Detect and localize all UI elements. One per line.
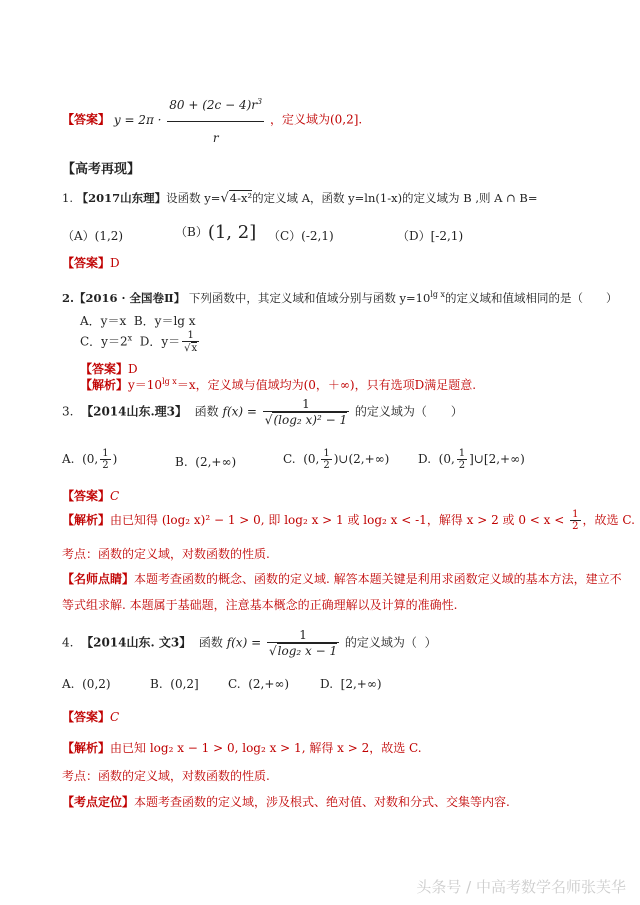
q1-option-b: （B）(1, 2]: [175, 222, 257, 243]
q4-option-c: C. (2,+∞): [228, 677, 290, 691]
q2-options-ab: A．y＝x B．y＝lg x: [80, 314, 196, 328]
q3-option-a: A. (0, $\frac{1}{2}$ ): [62, 448, 118, 471]
q2-analysis: 【解析】$y=10^{lg x}=x$，定义域与值域均为(0，＋∞)，只有选项D满足题意.: [80, 377, 477, 392]
q3-comment-line2: 等式组求解. 本题属于基础题，注意基本概念的正确理解以及计算的准确性.: [62, 598, 458, 612]
q4-analysis: 【解析】由已知 log₂ x − 1 > 0, log₂ x > 1, 解得 x > 2，故选 C.: [62, 741, 422, 755]
q1-answer: 【答案】D: [62, 256, 120, 270]
q3-option-b: B. (2,+∞): [175, 455, 237, 469]
watermark: 头条号 / 中高考数学名师张芙华: [416, 878, 626, 896]
answer-domain: ，定义域为(0,2].: [269, 112, 363, 127]
top-answer-line: [62, 86, 362, 154]
q3-analysis: 【解析】由已知得 (log₂ x)² − 1 > 0, 即 log₂ x > 1 或 log₂ x < -1，解得 x > 2 或 0 < x < $\frac{1}{2}$ ，故选 C.: [62, 509, 635, 532]
q4-option-d: D. [2,+∞): [320, 677, 382, 691]
q1-option-d: （D）[-2,1): [397, 229, 464, 243]
q1-stem: 1. 【2017山东理】设函数 y=√4-x²的定义域 A，函数 y=ln(1-x)的定义域为 B ,则 A ∩ B=: [62, 191, 538, 206]
q4-position: 【考点定位】本题考查函数的定义域，涉及根式、绝对值、对数和分式、交集等内容.: [62, 795, 510, 809]
section-title: 【高考再现】: [62, 162, 141, 177]
q4-answer: 【答案】C: [62, 710, 120, 724]
q3-option-c: C. (0, $\frac{1}{2}$ )∪(2,+∞): [283, 448, 390, 471]
q3-option-d: D. (0, $\frac{1}{2}$ ]∪[2,+∞): [418, 448, 525, 471]
q3-answer: 【答案】C: [62, 489, 120, 503]
answer-label: 【答案】: [62, 112, 111, 127]
q2-options-cd: C．$y=2^x$ D．y＝ $\frac{1}{√x}$: [80, 330, 198, 354]
q3-comment-line1: 【名师点睛】本题考查函数的概念、函数的定义域. 解答本题关键是利用求函数定义域的基本方法，建立不: [62, 572, 622, 586]
q4-option-a: A. (0,2): [62, 677, 111, 691]
q4-kaodian: 考点：函数的定义域，对数函数的性质.: [62, 769, 270, 783]
q3-stem: 3. 【2014山东.理3】 函数 f(x) = $\frac{1}{\text{√(log₂ x)² − 1}}$ 的定义域为（ ）: [62, 397, 463, 427]
q2-stem: 2.【2016 · 全国卷Ⅱ】 下列函数中，其定义域和值域分别与函数 $y=10^{lg x}$的定义域和值域相同的是（ ）: [62, 290, 618, 305]
q2-answer: 【答案】D: [80, 362, 138, 376]
formula: y = 2π · $\frac{80 + (2c - 4)r^3}{r}$: [114, 113, 270, 127]
q1-option-c: （C）(-2,1): [268, 229, 334, 243]
q3-kaodian: 考点：函数的定义域，对数函数的性质.: [62, 547, 270, 561]
q4-stem: 4. 【2014山东. 文3】 函数 f(x) = $\frac{1}{\text{√log₂ x − 1}}$ 的定义域为（ ）: [62, 628, 437, 658]
q1-option-a: （A）(1,2): [62, 229, 124, 243]
q4-option-b: B. (0,2]: [150, 677, 199, 691]
